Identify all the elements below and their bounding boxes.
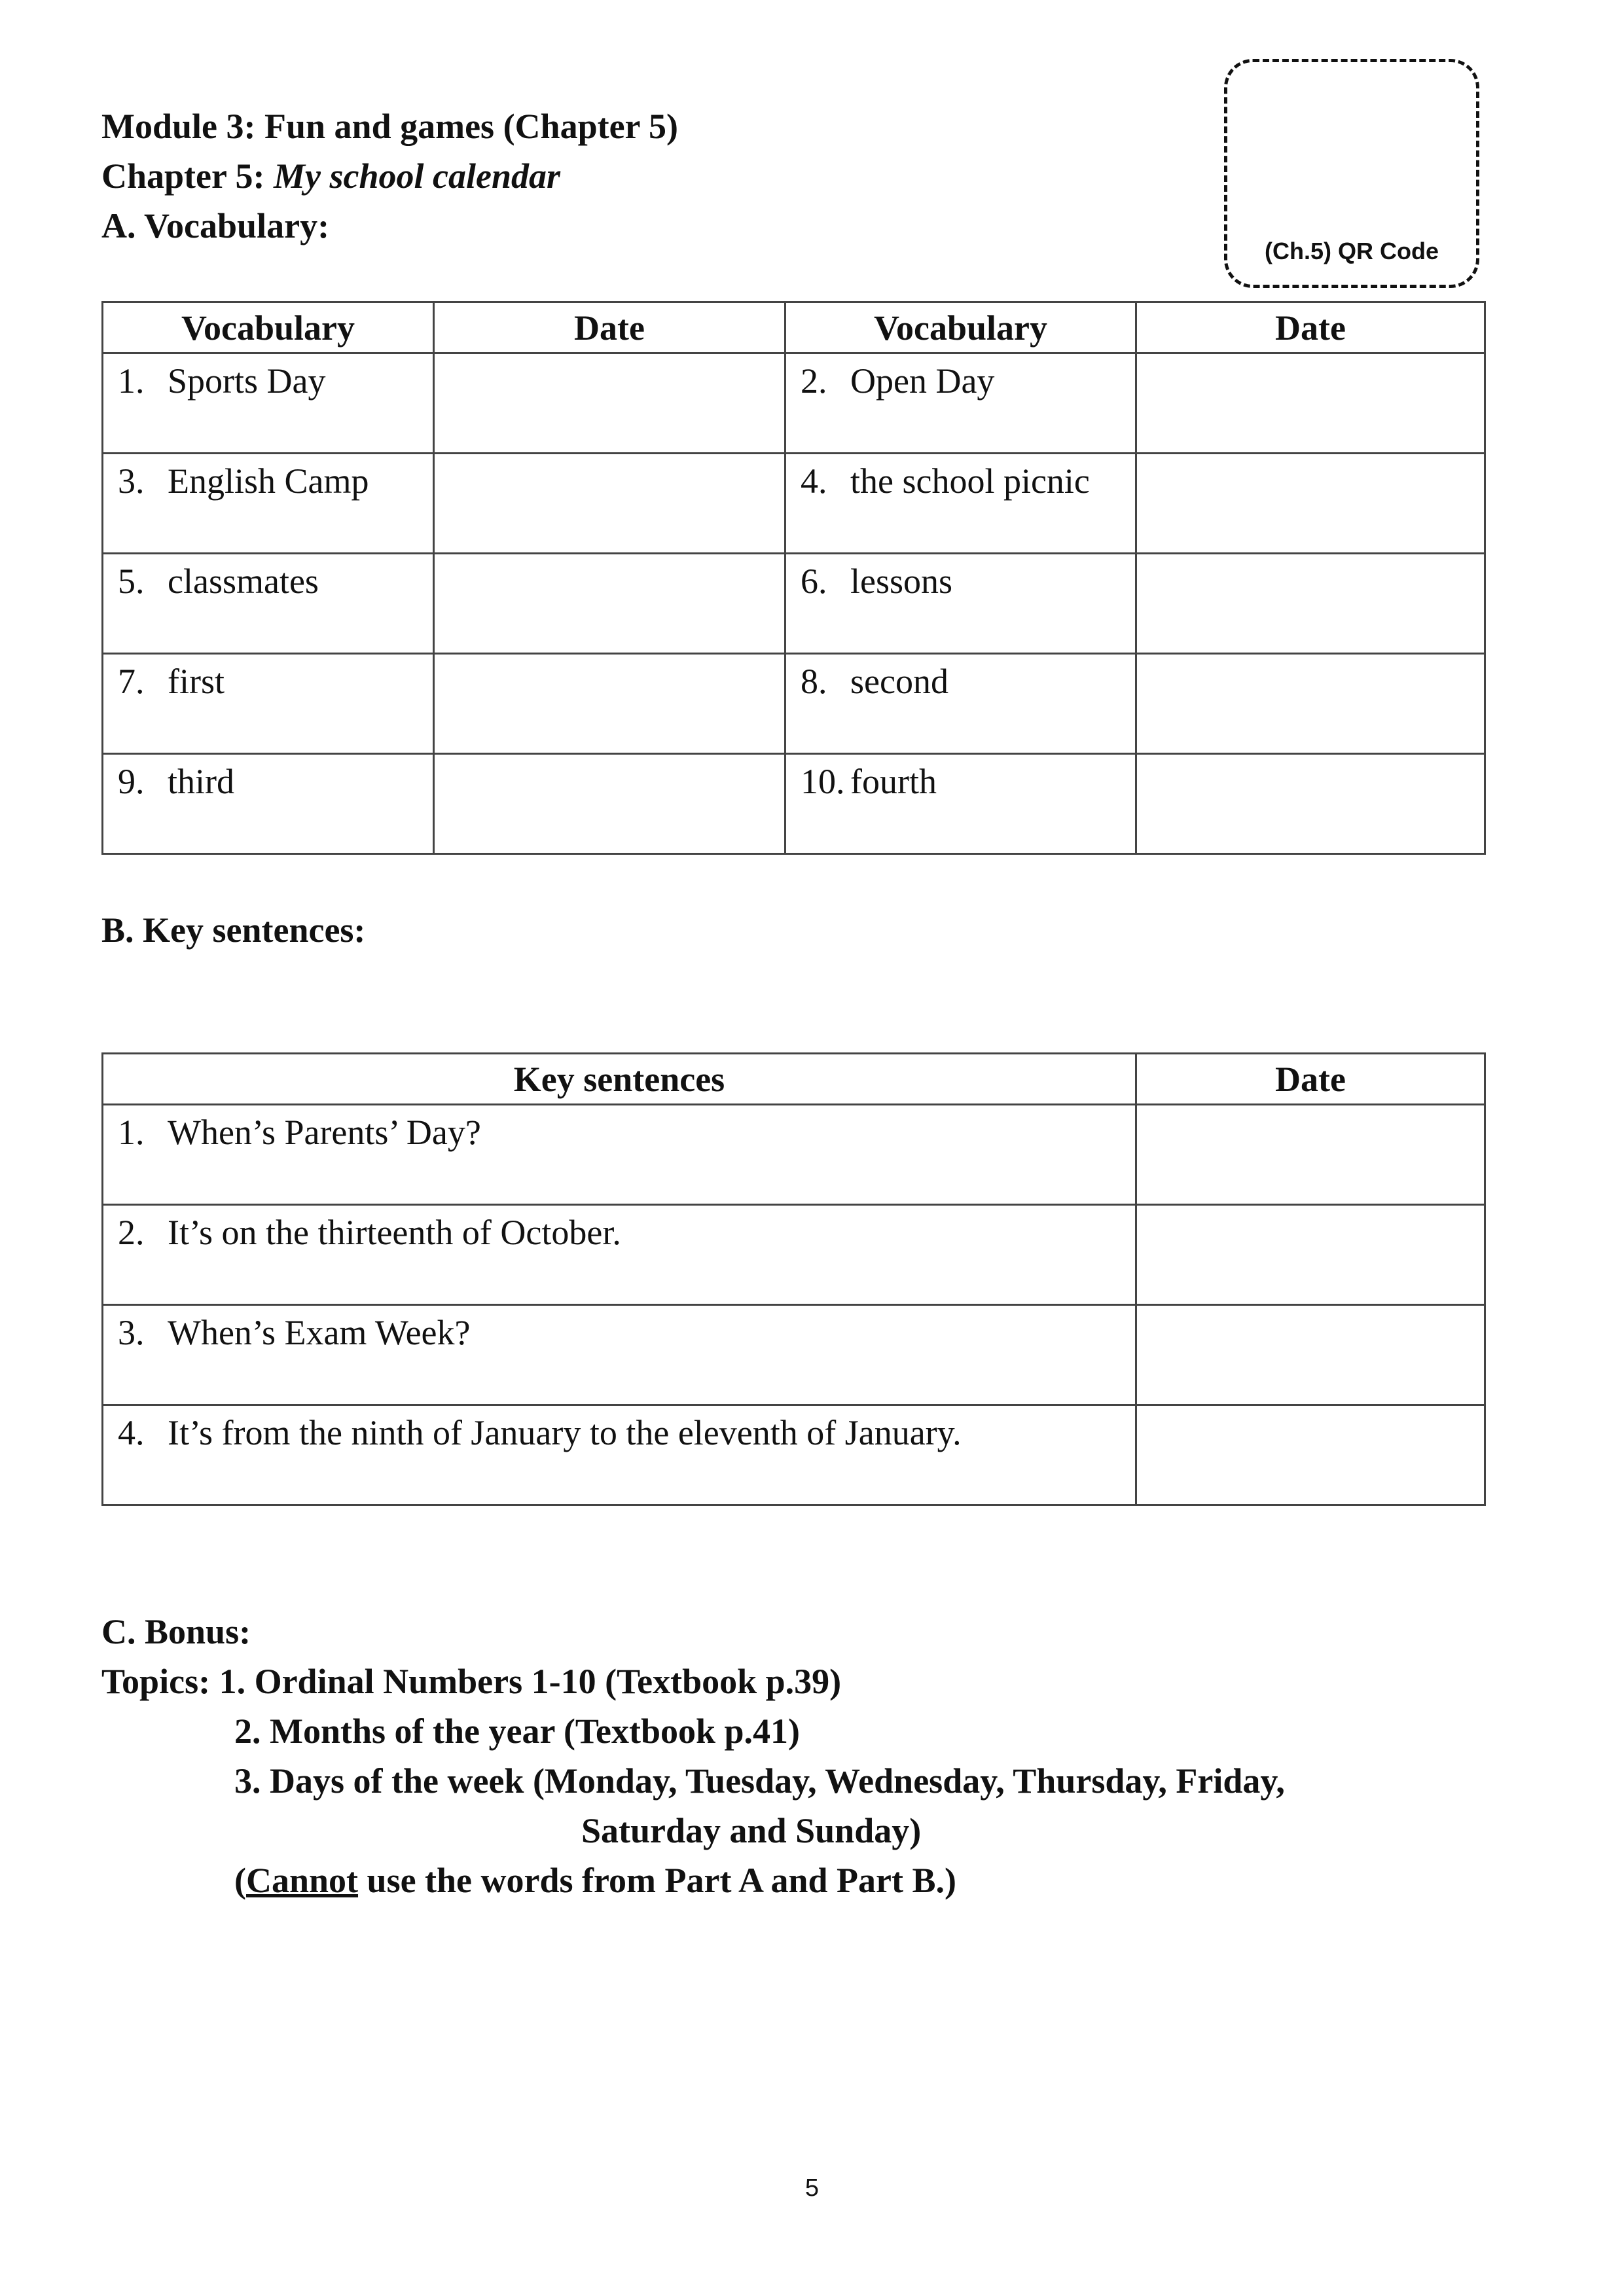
vocabulary-cell	[785, 353, 1136, 454]
table-row	[103, 353, 1485, 454]
vocabulary-word: classmates	[168, 562, 319, 601]
vocabulary-header: Vocabulary	[785, 302, 1136, 353]
table-row	[103, 1305, 1485, 1405]
table-row	[103, 454, 1485, 554]
key-sentences-header: Key sentences	[103, 1054, 1136, 1105]
section-a-heading: A. Vocabulary:	[101, 206, 330, 245]
bonus-heading: C. Bonus:	[101, 1612, 251, 1651]
vocabulary-header-row	[103, 302, 1485, 353]
note-rest: use the words from Part A and Part B.)	[358, 1861, 956, 1900]
topic-text: 1. Ordinal Numbers 1-10 (Textbook p.39)	[219, 1662, 842, 1701]
item-number: 3.	[118, 1313, 145, 1352]
sentence-cell	[103, 1105, 1136, 1205]
item-number: 5.	[118, 562, 145, 601]
vocabulary-word: the school picnic	[850, 461, 1090, 501]
vocabulary-header: Vocabulary	[103, 302, 434, 353]
vocabulary-cell	[103, 754, 434, 854]
vocabulary-cell	[785, 754, 1136, 854]
date-cell[interactable]	[1136, 554, 1485, 654]
vocabulary-word: lessons	[850, 562, 953, 601]
date-cell[interactable]	[434, 353, 785, 454]
vocabulary-word: English Camp	[168, 461, 369, 501]
bonus-topic: 3. Days of the week (Monday, Tuesday, Wednesday, Thursday, Friday,	[234, 1761, 1285, 1801]
date-cell[interactable]	[1136, 353, 1485, 454]
item-number: 9.	[118, 762, 145, 801]
qr-code-placeholder	[1224, 59, 1479, 288]
vocabulary-word: first	[168, 662, 225, 701]
bonus-topic	[101, 1657, 1285, 1706]
section-b-heading: B. Key sentences:	[101, 910, 366, 950]
chapter-title	[101, 151, 678, 201]
item-number: 10.	[801, 762, 845, 801]
date-cell[interactable]	[1136, 754, 1485, 854]
table-row	[103, 1205, 1485, 1305]
key-sentences-header-row	[103, 1054, 1485, 1105]
vocabulary-word: third	[168, 762, 234, 801]
date-header: Date	[1136, 302, 1485, 353]
bonus-topic-continued: Saturday and Sunday)	[581, 1811, 922, 1850]
page-number: 5	[804, 2174, 820, 2202]
key-sentence: It’s on the thirteenth of October.	[168, 1213, 621, 1252]
vocabulary-cell	[785, 654, 1136, 754]
note-open: (	[234, 1861, 246, 1900]
item-number: 2.	[801, 361, 827, 401]
date-cell[interactable]	[434, 754, 785, 854]
table-row	[103, 1405, 1485, 1505]
table-row	[103, 1105, 1485, 1205]
bonus-topic: 2. Months of the year (Textbook p.41)	[234, 1712, 801, 1751]
vocabulary-cell	[103, 554, 434, 654]
table-row	[103, 754, 1485, 854]
item-number: 6.	[801, 562, 827, 601]
worksheet-header	[101, 101, 678, 251]
qr-code-label: (Ch.5) QR Code	[1265, 238, 1439, 264]
key-sentence: When’s Parents’ Day?	[168, 1113, 481, 1152]
item-number: 2.	[118, 1213, 145, 1252]
item-number: 1.	[118, 361, 145, 401]
key-sentence: It’s from the ninth of January to the eleventh of January.	[168, 1413, 962, 1452]
sentence-cell	[103, 1205, 1136, 1305]
vocabulary-word: Sports Day	[168, 361, 326, 401]
date-cell[interactable]	[1136, 1305, 1485, 1405]
bonus-section	[101, 1607, 1285, 1905]
table-row	[103, 554, 1485, 654]
chapter-prefix: Chapter 5:	[101, 156, 274, 196]
module-title: Module 3: Fun and games (Chapter 5)	[101, 107, 679, 146]
vocabulary-table	[101, 301, 1486, 855]
date-header: Date	[434, 302, 785, 353]
vocabulary-cell	[103, 654, 434, 754]
item-number: 8.	[801, 662, 827, 701]
date-cell[interactable]	[434, 554, 785, 654]
date-cell[interactable]	[1136, 1105, 1485, 1205]
date-cell[interactable]	[434, 654, 785, 754]
table-row	[103, 654, 1485, 754]
date-header: Date	[1136, 1054, 1485, 1105]
topics-label: Topics:	[101, 1662, 219, 1701]
item-number: 4.	[801, 461, 827, 501]
key-sentence: When’s Exam Week?	[168, 1313, 471, 1352]
note-emphasis: Cannot	[245, 1861, 359, 1900]
vocabulary-word: fourth	[850, 762, 937, 801]
chapter-name: My school calendar	[274, 156, 560, 196]
date-cell[interactable]	[1136, 1205, 1485, 1305]
item-number: 4.	[118, 1413, 145, 1452]
item-number: 1.	[118, 1113, 145, 1152]
bonus-note	[101, 1856, 1285, 1905]
vocabulary-cell	[785, 554, 1136, 654]
date-cell[interactable]	[1136, 454, 1485, 554]
item-number: 7.	[118, 662, 145, 701]
vocabulary-cell	[785, 454, 1136, 554]
sentence-cell	[103, 1405, 1136, 1505]
sentence-cell	[103, 1305, 1136, 1405]
vocabulary-cell	[103, 454, 434, 554]
vocabulary-word: second	[850, 662, 948, 701]
date-cell[interactable]	[1136, 1405, 1485, 1505]
vocabulary-word: Open Day	[850, 361, 995, 401]
item-number: 3.	[118, 461, 145, 501]
date-cell[interactable]	[1136, 654, 1485, 754]
key-sentences-table	[101, 1052, 1486, 1506]
date-cell[interactable]	[434, 454, 785, 554]
vocabulary-cell	[103, 353, 434, 454]
